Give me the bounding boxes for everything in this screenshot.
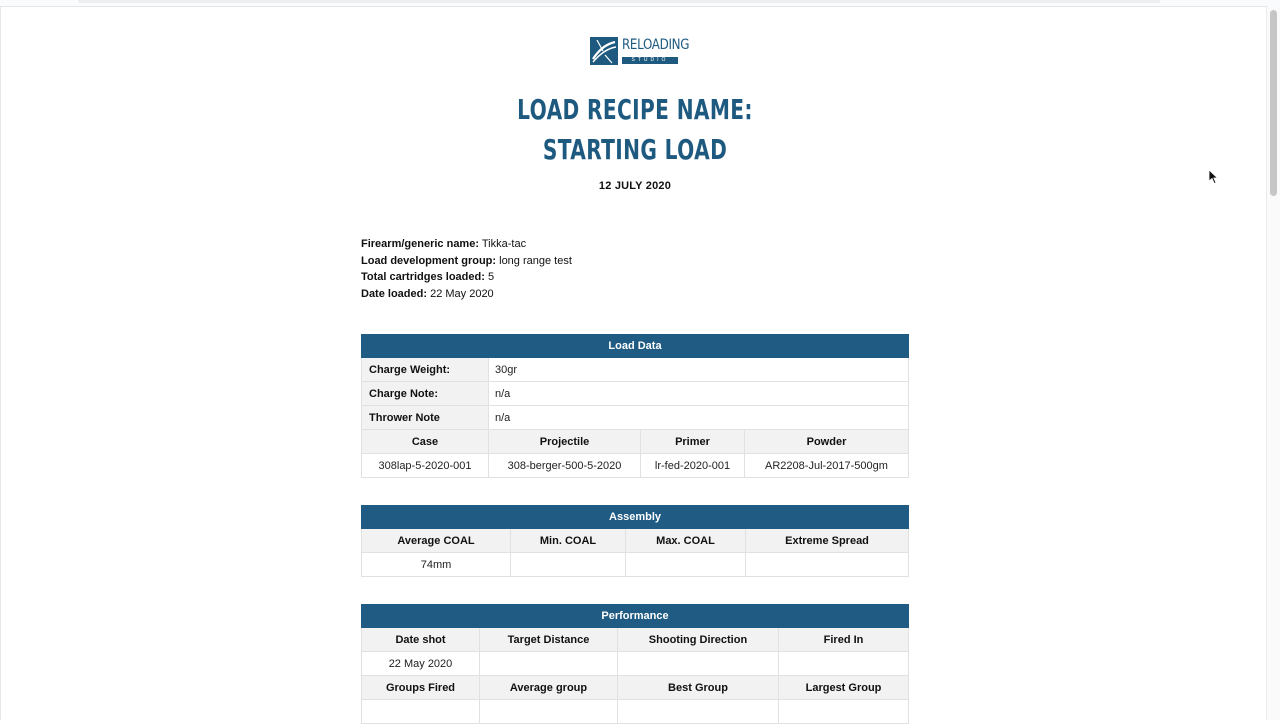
date-loaded-value: 22 May 2020 [430,288,494,301]
column-header-largest-group: Largest Group [779,676,909,700]
cartridges-value: 5 [487,271,495,284]
page-title [440,90,830,170]
max-coal-value [626,553,746,577]
date-shot-value: 22 May 2020 [362,652,480,676]
browser-top-strip [0,0,1280,7]
load-data-table [361,334,909,478]
assembly-table [361,505,909,577]
recipe-info [361,236,572,303]
column-header-average-coal: Average COAL [362,529,511,553]
title-line-2: STARTING LOAD [542,133,728,166]
date-loaded-label: Date loaded: [361,288,428,301]
target-distance-value [480,652,618,676]
thrower-note-label: Thrower Note [362,406,489,430]
column-header-projectile: Projectile [489,430,641,454]
column-header-best-group: Best Group [618,676,779,700]
column-header-shooting-direction: Shooting Direction [618,628,779,652]
title-line-1: LOAD RECIPE NAME: [517,93,753,126]
column-header-extreme-spread: Extreme Spread [746,529,909,553]
powder-value: AR2208-Jul-2017-500gm [745,454,909,478]
firearm-value: Tikka-tac [481,238,527,250]
info-group [361,253,572,270]
vertical-scrollbar[interactable] [1266,6,1280,720]
charge-note-label: Charge Note: [362,382,489,406]
info-cartridges [361,269,572,286]
load-data-heading: Load Data [362,335,909,358]
column-header-primer: Primer [641,430,745,454]
info-firearm [361,236,572,253]
average-coal-value: 74mm [362,553,511,577]
column-header-groups-fired: Groups Fired [362,676,480,700]
logo-mark-icon [590,37,618,65]
reloading-studio-logo [590,37,690,67]
column-header-fired-in: Fired In [779,628,909,652]
column-header-powder: Powder [745,430,909,454]
group-value: long range test [499,254,572,267]
column-header-average-group: Average group [480,676,618,700]
charge-weight-label: Charge Weight: [362,358,489,382]
charge-weight-value: 30gr [489,358,909,382]
extreme-spread-value [746,553,909,577]
table-row [362,454,909,478]
min-coal-value [511,553,626,577]
group-label: Load development group: [361,254,497,267]
cartridges-label: Total cartridges loaded: [361,271,485,284]
table-row [362,652,909,676]
thrower-note-value: n/a [489,406,909,430]
logo-wordmark: RELOADING [622,37,690,53]
page-left-edge [0,6,1,720]
address-bar[interactable] [78,0,1160,3]
case-value: 308lap-5-2020-001 [362,454,489,478]
column-header-min-coal: Min. COAL [511,529,626,553]
firearm-label: Firearm/generic name: [361,238,479,250]
scrollbar-thumb[interactable] [1270,10,1277,196]
table-row [362,553,909,577]
info-date-loaded [361,286,572,303]
logo-subtitle: STUDIO [622,57,678,64]
performance-heading: Performance [362,605,909,628]
assembly-heading: Assembly [362,506,909,529]
mouse-cursor-icon [1208,169,1220,185]
projectile-value: 308-berger-500-5-2020 [489,454,641,478]
column-header-max-coal: Max. COAL [626,529,746,553]
primer-value: lr-fed-2020-001 [641,454,745,478]
recipe-date: 12 JULY 2020 [598,180,672,192]
column-header-target-distance: Target Distance [480,628,618,652]
column-header-date-shot: Date shot [362,628,480,652]
charge-note-value: n/a [489,382,909,406]
column-header-case: Case [362,430,489,454]
fired-in-value [779,652,909,676]
performance-table [361,604,909,724]
shooting-direction-value [618,652,779,676]
